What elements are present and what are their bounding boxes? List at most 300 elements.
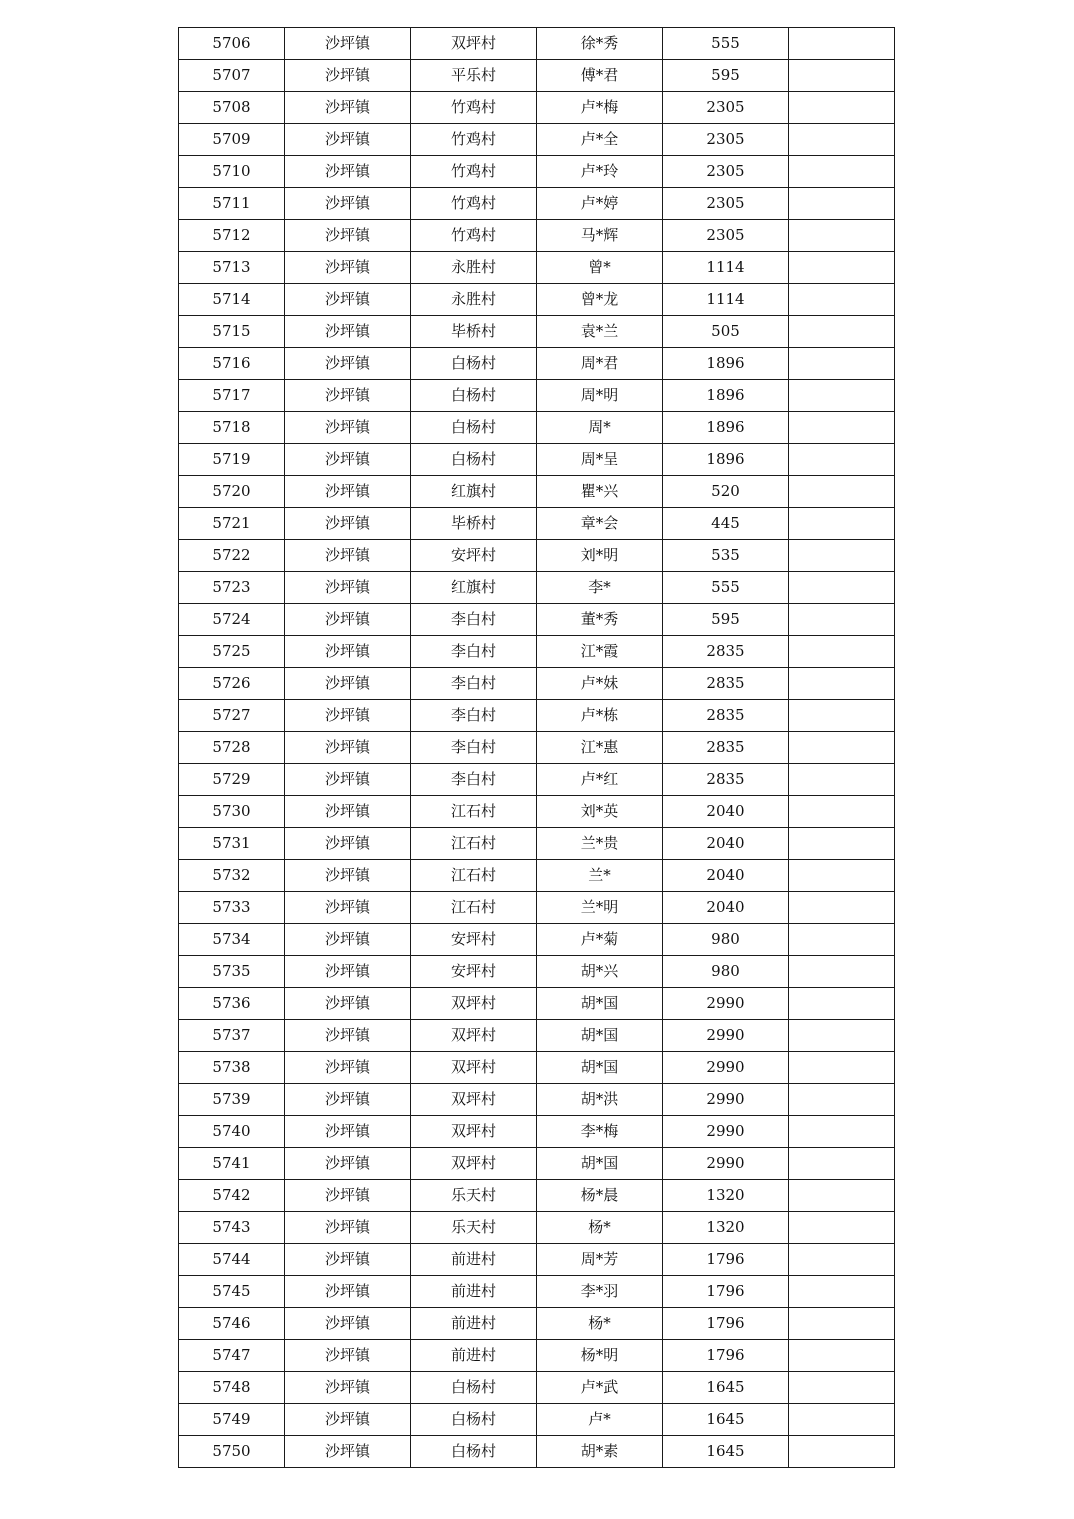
village-cell: 竹鸡村 bbox=[411, 220, 537, 252]
amount-cell: 445 bbox=[663, 508, 789, 540]
town-cell: 沙坪镇 bbox=[285, 380, 411, 412]
village-cell: 江石村 bbox=[411, 796, 537, 828]
note-cell bbox=[789, 1404, 895, 1436]
row-number-cell: 5747 bbox=[179, 1340, 285, 1372]
amount-cell: 505 bbox=[663, 316, 789, 348]
table-row bbox=[179, 156, 895, 188]
name-cell: 江*霞 bbox=[537, 636, 663, 668]
name-cell: 胡*国 bbox=[537, 988, 663, 1020]
town-cell: 沙坪镇 bbox=[285, 1020, 411, 1052]
amount-cell: 1645 bbox=[663, 1436, 789, 1468]
table-row bbox=[179, 828, 895, 860]
note-cell bbox=[789, 316, 895, 348]
table-row bbox=[179, 892, 895, 924]
amount-cell: 2835 bbox=[663, 764, 789, 796]
row-number-cell: 5737 bbox=[179, 1020, 285, 1052]
row-number-cell: 5750 bbox=[179, 1436, 285, 1468]
note-cell bbox=[789, 988, 895, 1020]
table-row bbox=[179, 412, 895, 444]
note-cell bbox=[789, 1116, 895, 1148]
name-cell: 卢*武 bbox=[537, 1372, 663, 1404]
town-cell: 沙坪镇 bbox=[285, 1244, 411, 1276]
note-cell bbox=[789, 1084, 895, 1116]
village-cell: 乐天村 bbox=[411, 1180, 537, 1212]
name-cell: 杨*晨 bbox=[537, 1180, 663, 1212]
row-number-cell: 5738 bbox=[179, 1052, 285, 1084]
table-row bbox=[179, 316, 895, 348]
table-row bbox=[179, 1020, 895, 1052]
name-cell: 傅*君 bbox=[537, 60, 663, 92]
amount-cell: 2990 bbox=[663, 1084, 789, 1116]
row-number-cell: 5741 bbox=[179, 1148, 285, 1180]
table-row bbox=[179, 476, 895, 508]
row-number-cell: 5745 bbox=[179, 1276, 285, 1308]
table-row bbox=[179, 1212, 895, 1244]
table-row bbox=[179, 924, 895, 956]
note-cell bbox=[789, 892, 895, 924]
village-cell: 竹鸡村 bbox=[411, 92, 537, 124]
row-number-cell: 5718 bbox=[179, 412, 285, 444]
name-cell: 卢*菊 bbox=[537, 924, 663, 956]
village-cell: 前进村 bbox=[411, 1340, 537, 1372]
town-cell: 沙坪镇 bbox=[285, 1340, 411, 1372]
note-cell bbox=[789, 28, 895, 60]
name-cell: 胡*兴 bbox=[537, 956, 663, 988]
name-cell: 兰*贵 bbox=[537, 828, 663, 860]
name-cell: 瞿*兴 bbox=[537, 476, 663, 508]
row-number-cell: 5716 bbox=[179, 348, 285, 380]
table-row bbox=[179, 28, 895, 60]
row-number-cell: 5715 bbox=[179, 316, 285, 348]
village-cell: 双坪村 bbox=[411, 1052, 537, 1084]
table-row bbox=[179, 284, 895, 316]
name-cell: 胡*洪 bbox=[537, 1084, 663, 1116]
town-cell: 沙坪镇 bbox=[285, 1276, 411, 1308]
table-row bbox=[179, 1308, 895, 1340]
table-row bbox=[179, 764, 895, 796]
note-cell bbox=[789, 860, 895, 892]
table-row bbox=[179, 1116, 895, 1148]
amount-cell: 555 bbox=[663, 572, 789, 604]
name-cell: 兰* bbox=[537, 860, 663, 892]
name-cell: 周*君 bbox=[537, 348, 663, 380]
row-number-cell: 5717 bbox=[179, 380, 285, 412]
note-cell bbox=[789, 188, 895, 220]
town-cell: 沙坪镇 bbox=[285, 764, 411, 796]
amount-cell: 535 bbox=[663, 540, 789, 572]
table-row bbox=[179, 956, 895, 988]
note-cell bbox=[789, 540, 895, 572]
amount-cell: 2040 bbox=[663, 892, 789, 924]
note-cell bbox=[789, 1212, 895, 1244]
amount-cell: 1645 bbox=[663, 1372, 789, 1404]
town-cell: 沙坪镇 bbox=[285, 28, 411, 60]
name-cell: 周*呈 bbox=[537, 444, 663, 476]
row-number-cell: 5710 bbox=[179, 156, 285, 188]
name-cell: 杨*明 bbox=[537, 1340, 663, 1372]
village-cell: 毕桥村 bbox=[411, 508, 537, 540]
town-cell: 沙坪镇 bbox=[285, 700, 411, 732]
row-number-cell: 5725 bbox=[179, 636, 285, 668]
name-cell: 周*明 bbox=[537, 380, 663, 412]
name-cell: 曾* bbox=[537, 252, 663, 284]
amount-cell: 1896 bbox=[663, 348, 789, 380]
amount-cell: 1114 bbox=[663, 284, 789, 316]
note-cell bbox=[789, 444, 895, 476]
note-cell bbox=[789, 796, 895, 828]
table-row bbox=[179, 700, 895, 732]
row-number-cell: 5721 bbox=[179, 508, 285, 540]
note-cell bbox=[789, 124, 895, 156]
village-cell: 李白村 bbox=[411, 636, 537, 668]
amount-cell: 2835 bbox=[663, 636, 789, 668]
note-cell bbox=[789, 476, 895, 508]
town-cell: 沙坪镇 bbox=[285, 348, 411, 380]
amount-cell: 1320 bbox=[663, 1180, 789, 1212]
name-cell: 李*梅 bbox=[537, 1116, 663, 1148]
table-row bbox=[179, 1244, 895, 1276]
amount-cell: 1796 bbox=[663, 1308, 789, 1340]
name-cell: 周*芳 bbox=[537, 1244, 663, 1276]
row-number-cell: 5706 bbox=[179, 28, 285, 60]
amount-cell: 2990 bbox=[663, 1148, 789, 1180]
row-number-cell: 5727 bbox=[179, 700, 285, 732]
name-cell: 卢*妹 bbox=[537, 668, 663, 700]
village-cell: 双坪村 bbox=[411, 988, 537, 1020]
table-row bbox=[179, 1148, 895, 1180]
row-number-cell: 5742 bbox=[179, 1180, 285, 1212]
name-cell: 杨* bbox=[537, 1308, 663, 1340]
village-cell: 乐天村 bbox=[411, 1212, 537, 1244]
table-row bbox=[179, 1404, 895, 1436]
village-cell: 前进村 bbox=[411, 1244, 537, 1276]
name-cell: 卢*栋 bbox=[537, 700, 663, 732]
note-cell bbox=[789, 1308, 895, 1340]
village-cell: 李白村 bbox=[411, 700, 537, 732]
town-cell: 沙坪镇 bbox=[285, 316, 411, 348]
row-number-cell: 5730 bbox=[179, 796, 285, 828]
village-cell: 竹鸡村 bbox=[411, 188, 537, 220]
town-cell: 沙坪镇 bbox=[285, 828, 411, 860]
town-cell: 沙坪镇 bbox=[285, 956, 411, 988]
table-row bbox=[179, 988, 895, 1020]
town-cell: 沙坪镇 bbox=[285, 1308, 411, 1340]
table-row bbox=[179, 1052, 895, 1084]
name-cell: 卢*全 bbox=[537, 124, 663, 156]
town-cell: 沙坪镇 bbox=[285, 156, 411, 188]
town-cell: 沙坪镇 bbox=[285, 508, 411, 540]
village-cell: 双坪村 bbox=[411, 1020, 537, 1052]
town-cell: 沙坪镇 bbox=[285, 540, 411, 572]
amount-cell: 2835 bbox=[663, 732, 789, 764]
row-number-cell: 5714 bbox=[179, 284, 285, 316]
town-cell: 沙坪镇 bbox=[285, 1116, 411, 1148]
amount-cell: 1796 bbox=[663, 1244, 789, 1276]
amount-cell: 1896 bbox=[663, 444, 789, 476]
table-row bbox=[179, 1276, 895, 1308]
town-cell: 沙坪镇 bbox=[285, 732, 411, 764]
amount-cell: 2305 bbox=[663, 124, 789, 156]
amount-cell: 2990 bbox=[663, 1020, 789, 1052]
table-row bbox=[179, 92, 895, 124]
village-cell: 安坪村 bbox=[411, 924, 537, 956]
name-cell: 李* bbox=[537, 572, 663, 604]
row-number-cell: 5731 bbox=[179, 828, 285, 860]
town-cell: 沙坪镇 bbox=[285, 924, 411, 956]
amount-cell: 2040 bbox=[663, 828, 789, 860]
village-cell: 永胜村 bbox=[411, 252, 537, 284]
table-row bbox=[179, 1180, 895, 1212]
table-row bbox=[179, 1084, 895, 1116]
village-cell: 竹鸡村 bbox=[411, 124, 537, 156]
row-number-cell: 5733 bbox=[179, 892, 285, 924]
amount-cell: 1796 bbox=[663, 1340, 789, 1372]
amount-cell: 2305 bbox=[663, 220, 789, 252]
table-row bbox=[179, 380, 895, 412]
town-cell: 沙坪镇 bbox=[285, 988, 411, 1020]
village-cell: 红旗村 bbox=[411, 476, 537, 508]
name-cell: 卢* bbox=[537, 1404, 663, 1436]
village-cell: 李白村 bbox=[411, 732, 537, 764]
note-cell bbox=[789, 92, 895, 124]
town-cell: 沙坪镇 bbox=[285, 252, 411, 284]
name-cell: 章*会 bbox=[537, 508, 663, 540]
town-cell: 沙坪镇 bbox=[285, 892, 411, 924]
name-cell: 徐*秀 bbox=[537, 28, 663, 60]
town-cell: 沙坪镇 bbox=[285, 636, 411, 668]
town-cell: 沙坪镇 bbox=[285, 1180, 411, 1212]
town-cell: 沙坪镇 bbox=[285, 444, 411, 476]
note-cell bbox=[789, 828, 895, 860]
row-number-cell: 5719 bbox=[179, 444, 285, 476]
note-cell bbox=[789, 732, 895, 764]
village-cell: 白杨村 bbox=[411, 412, 537, 444]
note-cell bbox=[789, 220, 895, 252]
roster-table bbox=[178, 27, 895, 1468]
row-number-cell: 5723 bbox=[179, 572, 285, 604]
village-cell: 白杨村 bbox=[411, 444, 537, 476]
amount-cell: 2835 bbox=[663, 668, 789, 700]
town-cell: 沙坪镇 bbox=[285, 92, 411, 124]
town-cell: 沙坪镇 bbox=[285, 668, 411, 700]
amount-cell: 2305 bbox=[663, 156, 789, 188]
row-number-cell: 5740 bbox=[179, 1116, 285, 1148]
row-number-cell: 5728 bbox=[179, 732, 285, 764]
note-cell bbox=[789, 252, 895, 284]
note-cell bbox=[789, 156, 895, 188]
town-cell: 沙坪镇 bbox=[285, 1372, 411, 1404]
row-number-cell: 5739 bbox=[179, 1084, 285, 1116]
amount-cell: 2990 bbox=[663, 988, 789, 1020]
note-cell bbox=[789, 508, 895, 540]
amount-cell: 1896 bbox=[663, 380, 789, 412]
name-cell: 杨* bbox=[537, 1212, 663, 1244]
town-cell: 沙坪镇 bbox=[285, 1404, 411, 1436]
roster-table-body bbox=[179, 28, 895, 1468]
amount-cell: 2040 bbox=[663, 796, 789, 828]
note-cell bbox=[789, 604, 895, 636]
amount-cell: 2990 bbox=[663, 1116, 789, 1148]
row-number-cell: 5744 bbox=[179, 1244, 285, 1276]
amount-cell: 1320 bbox=[663, 1212, 789, 1244]
row-number-cell: 5711 bbox=[179, 188, 285, 220]
row-number-cell: 5709 bbox=[179, 124, 285, 156]
row-number-cell: 5749 bbox=[179, 1404, 285, 1436]
row-number-cell: 5712 bbox=[179, 220, 285, 252]
village-cell: 安坪村 bbox=[411, 956, 537, 988]
amount-cell: 555 bbox=[663, 28, 789, 60]
note-cell bbox=[789, 1340, 895, 1372]
table-row bbox=[179, 636, 895, 668]
note-cell bbox=[789, 1244, 895, 1276]
name-cell: 董*秀 bbox=[537, 604, 663, 636]
town-cell: 沙坪镇 bbox=[285, 572, 411, 604]
table-row bbox=[179, 508, 895, 540]
village-cell: 双坪村 bbox=[411, 1084, 537, 1116]
town-cell: 沙坪镇 bbox=[285, 1212, 411, 1244]
row-number-cell: 5748 bbox=[179, 1372, 285, 1404]
row-number-cell: 5713 bbox=[179, 252, 285, 284]
town-cell: 沙坪镇 bbox=[285, 796, 411, 828]
village-cell: 白杨村 bbox=[411, 1436, 537, 1468]
village-cell: 双坪村 bbox=[411, 1148, 537, 1180]
amount-cell: 980 bbox=[663, 956, 789, 988]
village-cell: 永胜村 bbox=[411, 284, 537, 316]
note-cell bbox=[789, 284, 895, 316]
note-cell bbox=[789, 1436, 895, 1468]
amount-cell: 2990 bbox=[663, 1052, 789, 1084]
note-cell bbox=[789, 380, 895, 412]
note-cell bbox=[789, 1020, 895, 1052]
row-number-cell: 5746 bbox=[179, 1308, 285, 1340]
name-cell: 兰*明 bbox=[537, 892, 663, 924]
town-cell: 沙坪镇 bbox=[285, 188, 411, 220]
note-cell bbox=[789, 412, 895, 444]
row-number-cell: 5732 bbox=[179, 860, 285, 892]
village-cell: 白杨村 bbox=[411, 380, 537, 412]
note-cell bbox=[789, 1372, 895, 1404]
town-cell: 沙坪镇 bbox=[285, 604, 411, 636]
village-cell: 江石村 bbox=[411, 828, 537, 860]
note-cell bbox=[789, 924, 895, 956]
note-cell bbox=[789, 1276, 895, 1308]
amount-cell: 1896 bbox=[663, 412, 789, 444]
amount-cell: 595 bbox=[663, 60, 789, 92]
amount-cell: 2835 bbox=[663, 700, 789, 732]
table-row bbox=[179, 1436, 895, 1468]
table-row bbox=[179, 124, 895, 156]
town-cell: 沙坪镇 bbox=[285, 412, 411, 444]
town-cell: 沙坪镇 bbox=[285, 1148, 411, 1180]
name-cell: 刘*明 bbox=[537, 540, 663, 572]
note-cell bbox=[789, 60, 895, 92]
note-cell bbox=[789, 572, 895, 604]
amount-cell: 520 bbox=[663, 476, 789, 508]
village-cell: 李白村 bbox=[411, 764, 537, 796]
table-row bbox=[179, 732, 895, 764]
table-row bbox=[179, 1340, 895, 1372]
amount-cell: 1796 bbox=[663, 1276, 789, 1308]
village-cell: 江石村 bbox=[411, 892, 537, 924]
village-cell: 江石村 bbox=[411, 860, 537, 892]
name-cell: 胡*国 bbox=[537, 1052, 663, 1084]
village-cell: 李白村 bbox=[411, 668, 537, 700]
town-cell: 沙坪镇 bbox=[285, 124, 411, 156]
table-row bbox=[179, 604, 895, 636]
town-cell: 沙坪镇 bbox=[285, 476, 411, 508]
town-cell: 沙坪镇 bbox=[285, 284, 411, 316]
name-cell: 卢*婷 bbox=[537, 188, 663, 220]
row-number-cell: 5729 bbox=[179, 764, 285, 796]
town-cell: 沙坪镇 bbox=[285, 1436, 411, 1468]
name-cell: 周* bbox=[537, 412, 663, 444]
name-cell: 马*辉 bbox=[537, 220, 663, 252]
town-cell: 沙坪镇 bbox=[285, 1084, 411, 1116]
note-cell bbox=[789, 700, 895, 732]
table-row bbox=[179, 796, 895, 828]
table-row bbox=[179, 348, 895, 380]
name-cell: 卢*玲 bbox=[537, 156, 663, 188]
table-row bbox=[179, 668, 895, 700]
table-row bbox=[179, 444, 895, 476]
town-cell: 沙坪镇 bbox=[285, 860, 411, 892]
note-cell bbox=[789, 1148, 895, 1180]
row-number-cell: 5708 bbox=[179, 92, 285, 124]
town-cell: 沙坪镇 bbox=[285, 1052, 411, 1084]
village-cell: 前进村 bbox=[411, 1308, 537, 1340]
table-row bbox=[179, 252, 895, 284]
table-row bbox=[179, 572, 895, 604]
name-cell: 江*惠 bbox=[537, 732, 663, 764]
village-cell: 双坪村 bbox=[411, 28, 537, 60]
village-cell: 白杨村 bbox=[411, 1372, 537, 1404]
row-number-cell: 5743 bbox=[179, 1212, 285, 1244]
row-number-cell: 5724 bbox=[179, 604, 285, 636]
amount-cell: 1645 bbox=[663, 1404, 789, 1436]
name-cell: 李*羽 bbox=[537, 1276, 663, 1308]
amount-cell: 595 bbox=[663, 604, 789, 636]
village-cell: 毕桥村 bbox=[411, 316, 537, 348]
table-row bbox=[179, 860, 895, 892]
note-cell bbox=[789, 636, 895, 668]
name-cell: 胡*国 bbox=[537, 1148, 663, 1180]
amount-cell: 2305 bbox=[663, 188, 789, 220]
note-cell bbox=[789, 1180, 895, 1212]
name-cell: 曾*龙 bbox=[537, 284, 663, 316]
name-cell: 卢*梅 bbox=[537, 92, 663, 124]
village-cell: 平乐村 bbox=[411, 60, 537, 92]
note-cell bbox=[789, 668, 895, 700]
note-cell bbox=[789, 348, 895, 380]
table-row bbox=[179, 1372, 895, 1404]
table-row bbox=[179, 60, 895, 92]
name-cell: 袁*兰 bbox=[537, 316, 663, 348]
village-cell: 安坪村 bbox=[411, 540, 537, 572]
row-number-cell: 5726 bbox=[179, 668, 285, 700]
note-cell bbox=[789, 764, 895, 796]
table-row bbox=[179, 188, 895, 220]
row-number-cell: 5736 bbox=[179, 988, 285, 1020]
row-number-cell: 5734 bbox=[179, 924, 285, 956]
table-row bbox=[179, 220, 895, 252]
amount-cell: 2040 bbox=[663, 860, 789, 892]
name-cell: 胡*国 bbox=[537, 1020, 663, 1052]
village-cell: 竹鸡村 bbox=[411, 156, 537, 188]
amount-cell: 1114 bbox=[663, 252, 789, 284]
village-cell: 李白村 bbox=[411, 604, 537, 636]
village-cell: 前进村 bbox=[411, 1276, 537, 1308]
name-cell: 卢*红 bbox=[537, 764, 663, 796]
